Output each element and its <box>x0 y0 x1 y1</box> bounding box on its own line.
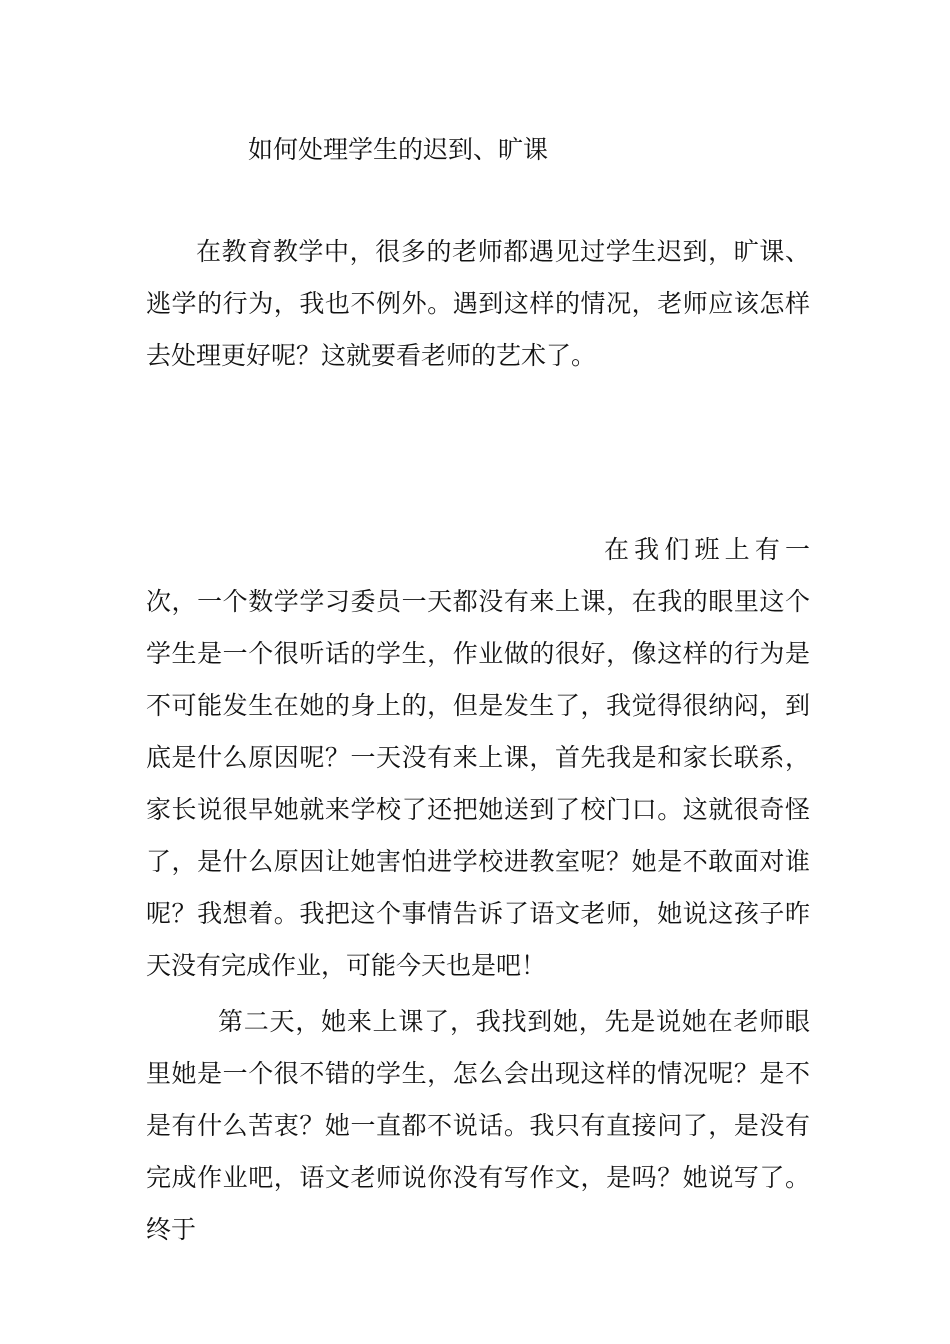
paragraph-intro: 在教育教学中，很多的老师都遇见过学生迟到，旷课、逃学的行为，我也不例外。遇到这样的情况，老师应该怎样去处理更好呢？这就要看老师的艺术了。 <box>146 237 810 370</box>
paragraph-story: 在我们班上有一次，一个数学学习委员一天都没有来上课，在我的眼里这个学生是一个很听话的学生，作业做的很好，像这样的行为是不可能发生在她的身上的，但是发生了，我觉得很纳闷，到底是什么原因呢？一天没有来上课，首先我是和家长联系，家长说很早她就来学校了还把她送到了校门口。这就很奇怪了，是什么原因让她害怕进学校进教室呢？她是不敢面对谁呢？我想着。我把这个事情告诉了语文老师，她说这孩子昨天没有完成作业，可能今天也是吧！ <box>146 535 810 980</box>
document-title: 如何处理学生的迟到、旷课 <box>248 135 549 164</box>
paragraph-next-day: 第二天，她来上课了，我找到她，先是说她在老师眼里她是一个很不错的学生，怎么会出现这样的情况呢？是不是有什么苦衷？她一直都不说话。我只有直接问了，是没有完成作业吧，语文老师说你没有写作文，是吗？她说写了。终于 <box>146 1007 810 1244</box>
